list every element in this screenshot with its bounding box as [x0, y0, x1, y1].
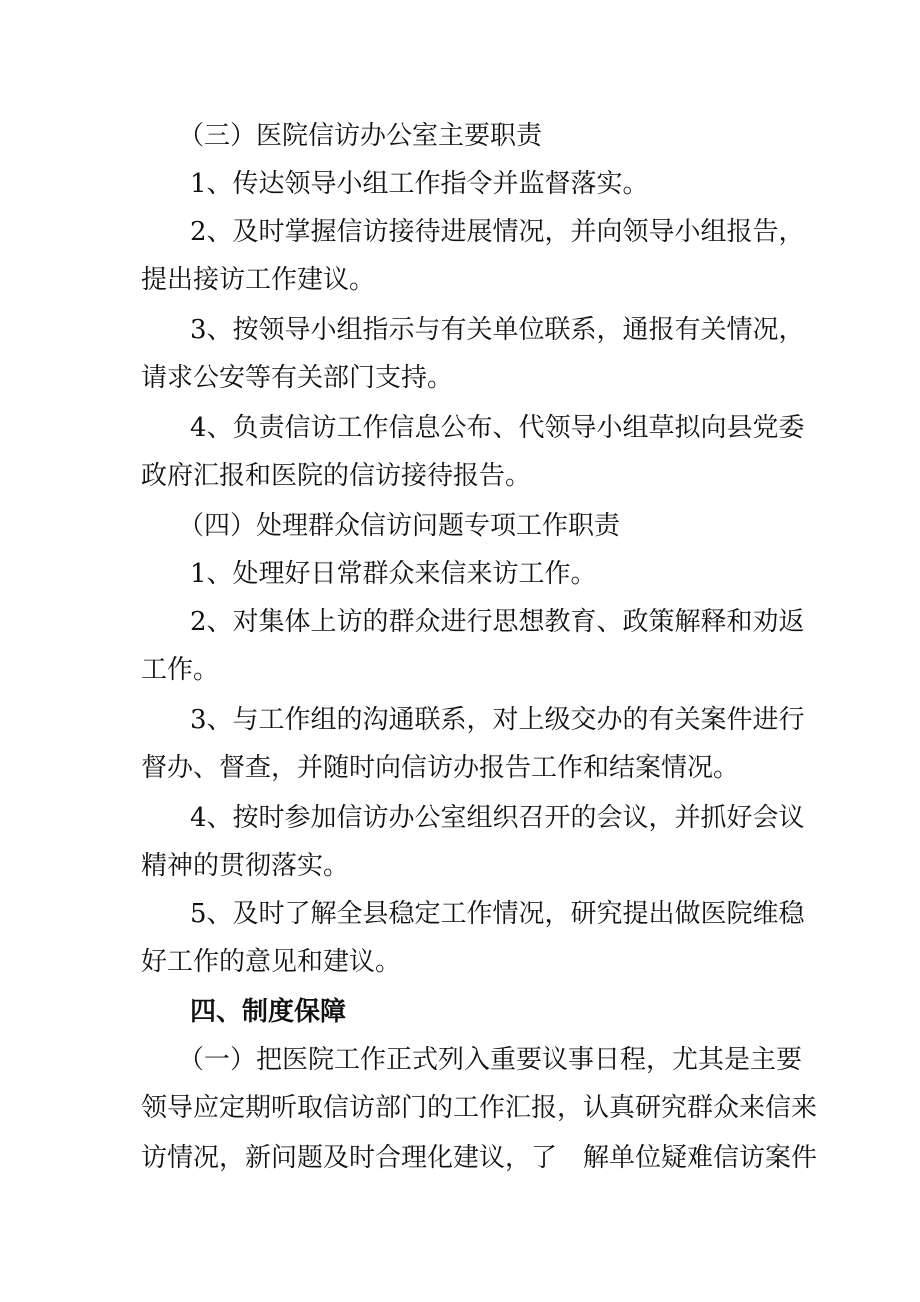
paragraph-line: （一）把医院工作正式列入重要议事日程，尤其是主要	[178, 1045, 803, 1075]
paragraph-line: 精神的贯彻落实。	[141, 851, 350, 881]
paragraph-line: 请求公安等有关部门支持。	[141, 363, 454, 393]
section-heading-4: （四）处理群众信访问题专项工作职责	[178, 511, 621, 541]
paragraph-line: 1、处理好日常群众来信来访工作。	[190, 559, 597, 589]
paragraph-line: 领导应定期听取信访部门的工作汇报，认真研究群众来信来	[141, 1093, 818, 1123]
paragraph-line: 2、及时掌握信访接待进展情况，并向领导小组报告，	[190, 217, 805, 247]
paragraph-line: 2、对集体上访的群众进行思想教育、政策解释和劝返	[190, 607, 805, 637]
paragraph-line: 督办、督查，并随时向信访办报告工作和结案情况。	[141, 753, 740, 783]
paragraph-line: 4、按时参加信访办公室组织召开的会议，并抓好会议	[190, 803, 805, 833]
paragraph-line: 工作。	[141, 655, 220, 685]
paragraph-line: 3、按领导小组指示与有关单位联系，通报有关情况，	[190, 315, 805, 345]
paragraph-line: 1、传达领导小组工作指令并监督落实。	[190, 169, 649, 199]
paragraph-line: 好工作的意见和建议。	[141, 947, 402, 977]
paragraph-line: 政府汇报和医院的信访接待报告。	[141, 461, 532, 491]
paragraph-line: 3、与工作组的沟通联系，对上级交办的有关案件进行	[190, 705, 805, 735]
chapter-heading: 四、制度保障	[190, 997, 347, 1027]
paragraph-line: 提出接访工作建议。	[141, 265, 376, 295]
paragraph-line: 4、负责信访工作信息公布、代领导小组草拟向县党委	[190, 413, 805, 443]
paragraph-line: 访情况，新问题及时合理化建议，了 解单位疑难信访案件	[141, 1143, 818, 1173]
section-heading-3: （三）医院信访办公室主要职责	[178, 121, 543, 151]
paragraph-line: 5、及时了解全县稳定工作情况，研究提出做医院维稳	[190, 899, 805, 929]
